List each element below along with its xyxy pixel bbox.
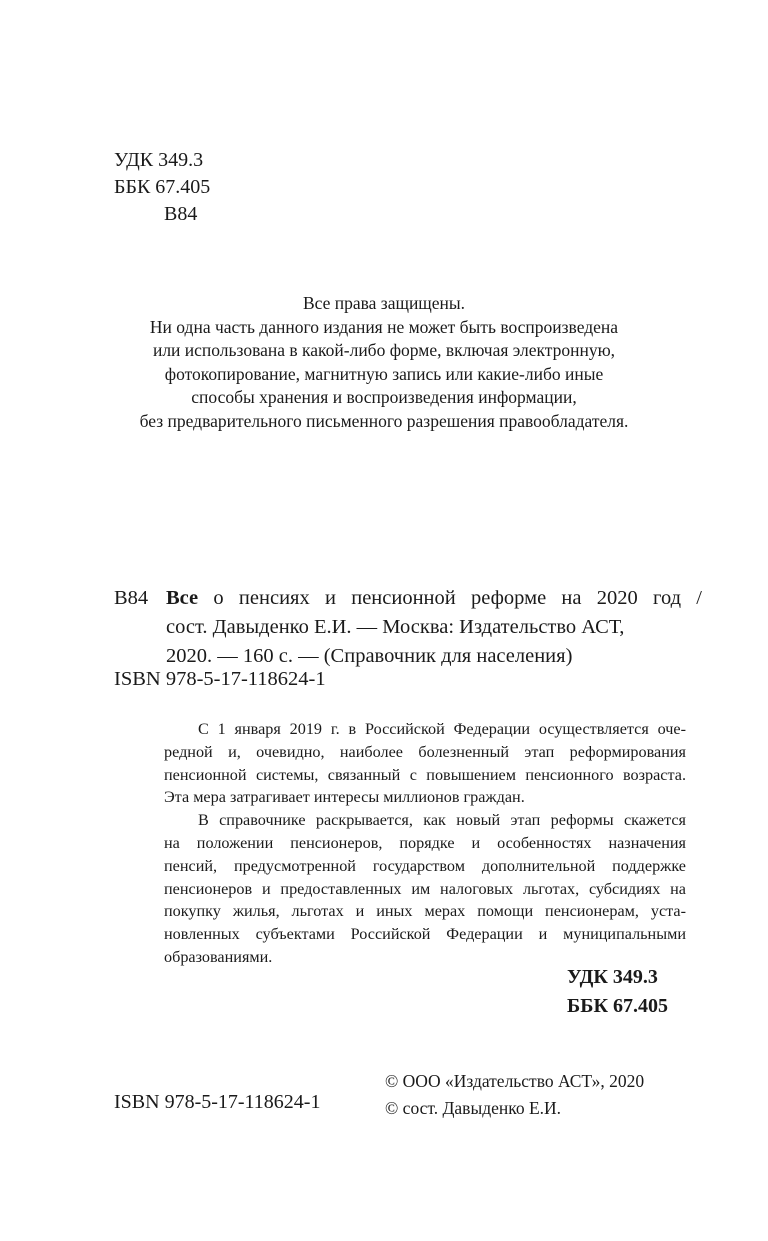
author-code: В84 [164, 203, 198, 225]
copyright-publisher: © ООО «Издательство АСТ», 2020 [385, 1071, 645, 1091]
bbk-code: ББК 67.405 [114, 176, 211, 198]
annotation-line: редной и, очевидно, наиболее болезненный этап реформирования [164, 742, 686, 761]
bold-classification [567, 963, 668, 1021]
biblio-line: 2020. — 160 с. — (Справочник для населения) [166, 645, 573, 667]
annotation-line: пенсионеров и предоставленных им налоговых льготах, субсидиях на [164, 879, 686, 898]
notice-line: фотокопирование, магнитную запись или какие-либо иные [164, 363, 604, 384]
udk-code-bold: УДК 349.3 [567, 966, 658, 988]
copyright-block [385, 1068, 644, 1122]
notice-line: Все права защищены. [302, 293, 466, 313]
copyright-compiler: © сост. Давыденко Е.И. [385, 1098, 562, 1118]
biblio-author-code: В84 [114, 587, 149, 609]
notice-line: способы хранения и воспроизведения информации, [191, 387, 577, 408]
annotation-line: на положении пенсионеров, порядке и особенностях назначения [164, 833, 686, 852]
biblio-text [166, 584, 702, 671]
annotation-line: покупку жилья, льготах и иных мерах помощи пенсионерам, уста- [164, 902, 686, 921]
annotation-line: пенсий, предусмотренной государством дополнительной поддержке [164, 856, 686, 875]
annotation-line: образованиями. [164, 947, 273, 966]
annotation-paragraph [164, 809, 686, 969]
notice-line: без предварительного письменного разрешения правообладателя. [139, 410, 629, 431]
bbk-code-bold: ББК 67.405 [567, 995, 668, 1017]
biblio-line: сост. Давыденко Е.И. — Москва: Издательство АСТ, [166, 616, 625, 638]
annotation-line: В справочнике раскрывается, как новый этап реформы скажется [198, 811, 686, 830]
isbn-entry: ISBN 978-5-17-118624-1 [114, 668, 326, 690]
annotation-line: С 1 января 2019 г. в Российской Федерации осуществляется оче- [198, 720, 686, 738]
biblio-title-rest: о пенсиях и пенсионной реформе на 2020 год / [213, 587, 703, 609]
annotation-line: новленных субъектами Российской Федерации и муниципальными [164, 925, 686, 944]
biblio-line [166, 584, 702, 613]
annotation-paragraph [164, 718, 686, 809]
copyright-notice [0, 292, 768, 434]
biblio-title-first-word: Все [166, 587, 199, 609]
annotation-line: пенсионной системы, связанный с повышением пенсионного возраста. [164, 765, 686, 784]
annotation-line: Эта мера затрагивает интересы миллионов граждан. [164, 788, 525, 807]
notice-line: Ни одна часть данного издания не может быть воспроизведена [149, 316, 619, 337]
udk-code: УДК 349.3 [114, 149, 204, 171]
annotation [164, 718, 686, 969]
isbn-bottom: ISBN 978-5-17-118624-1 [114, 1091, 321, 1113]
top-classification [114, 147, 210, 228]
notice-line: или использована в какой-либо форме, включая электронную, [152, 340, 616, 361]
